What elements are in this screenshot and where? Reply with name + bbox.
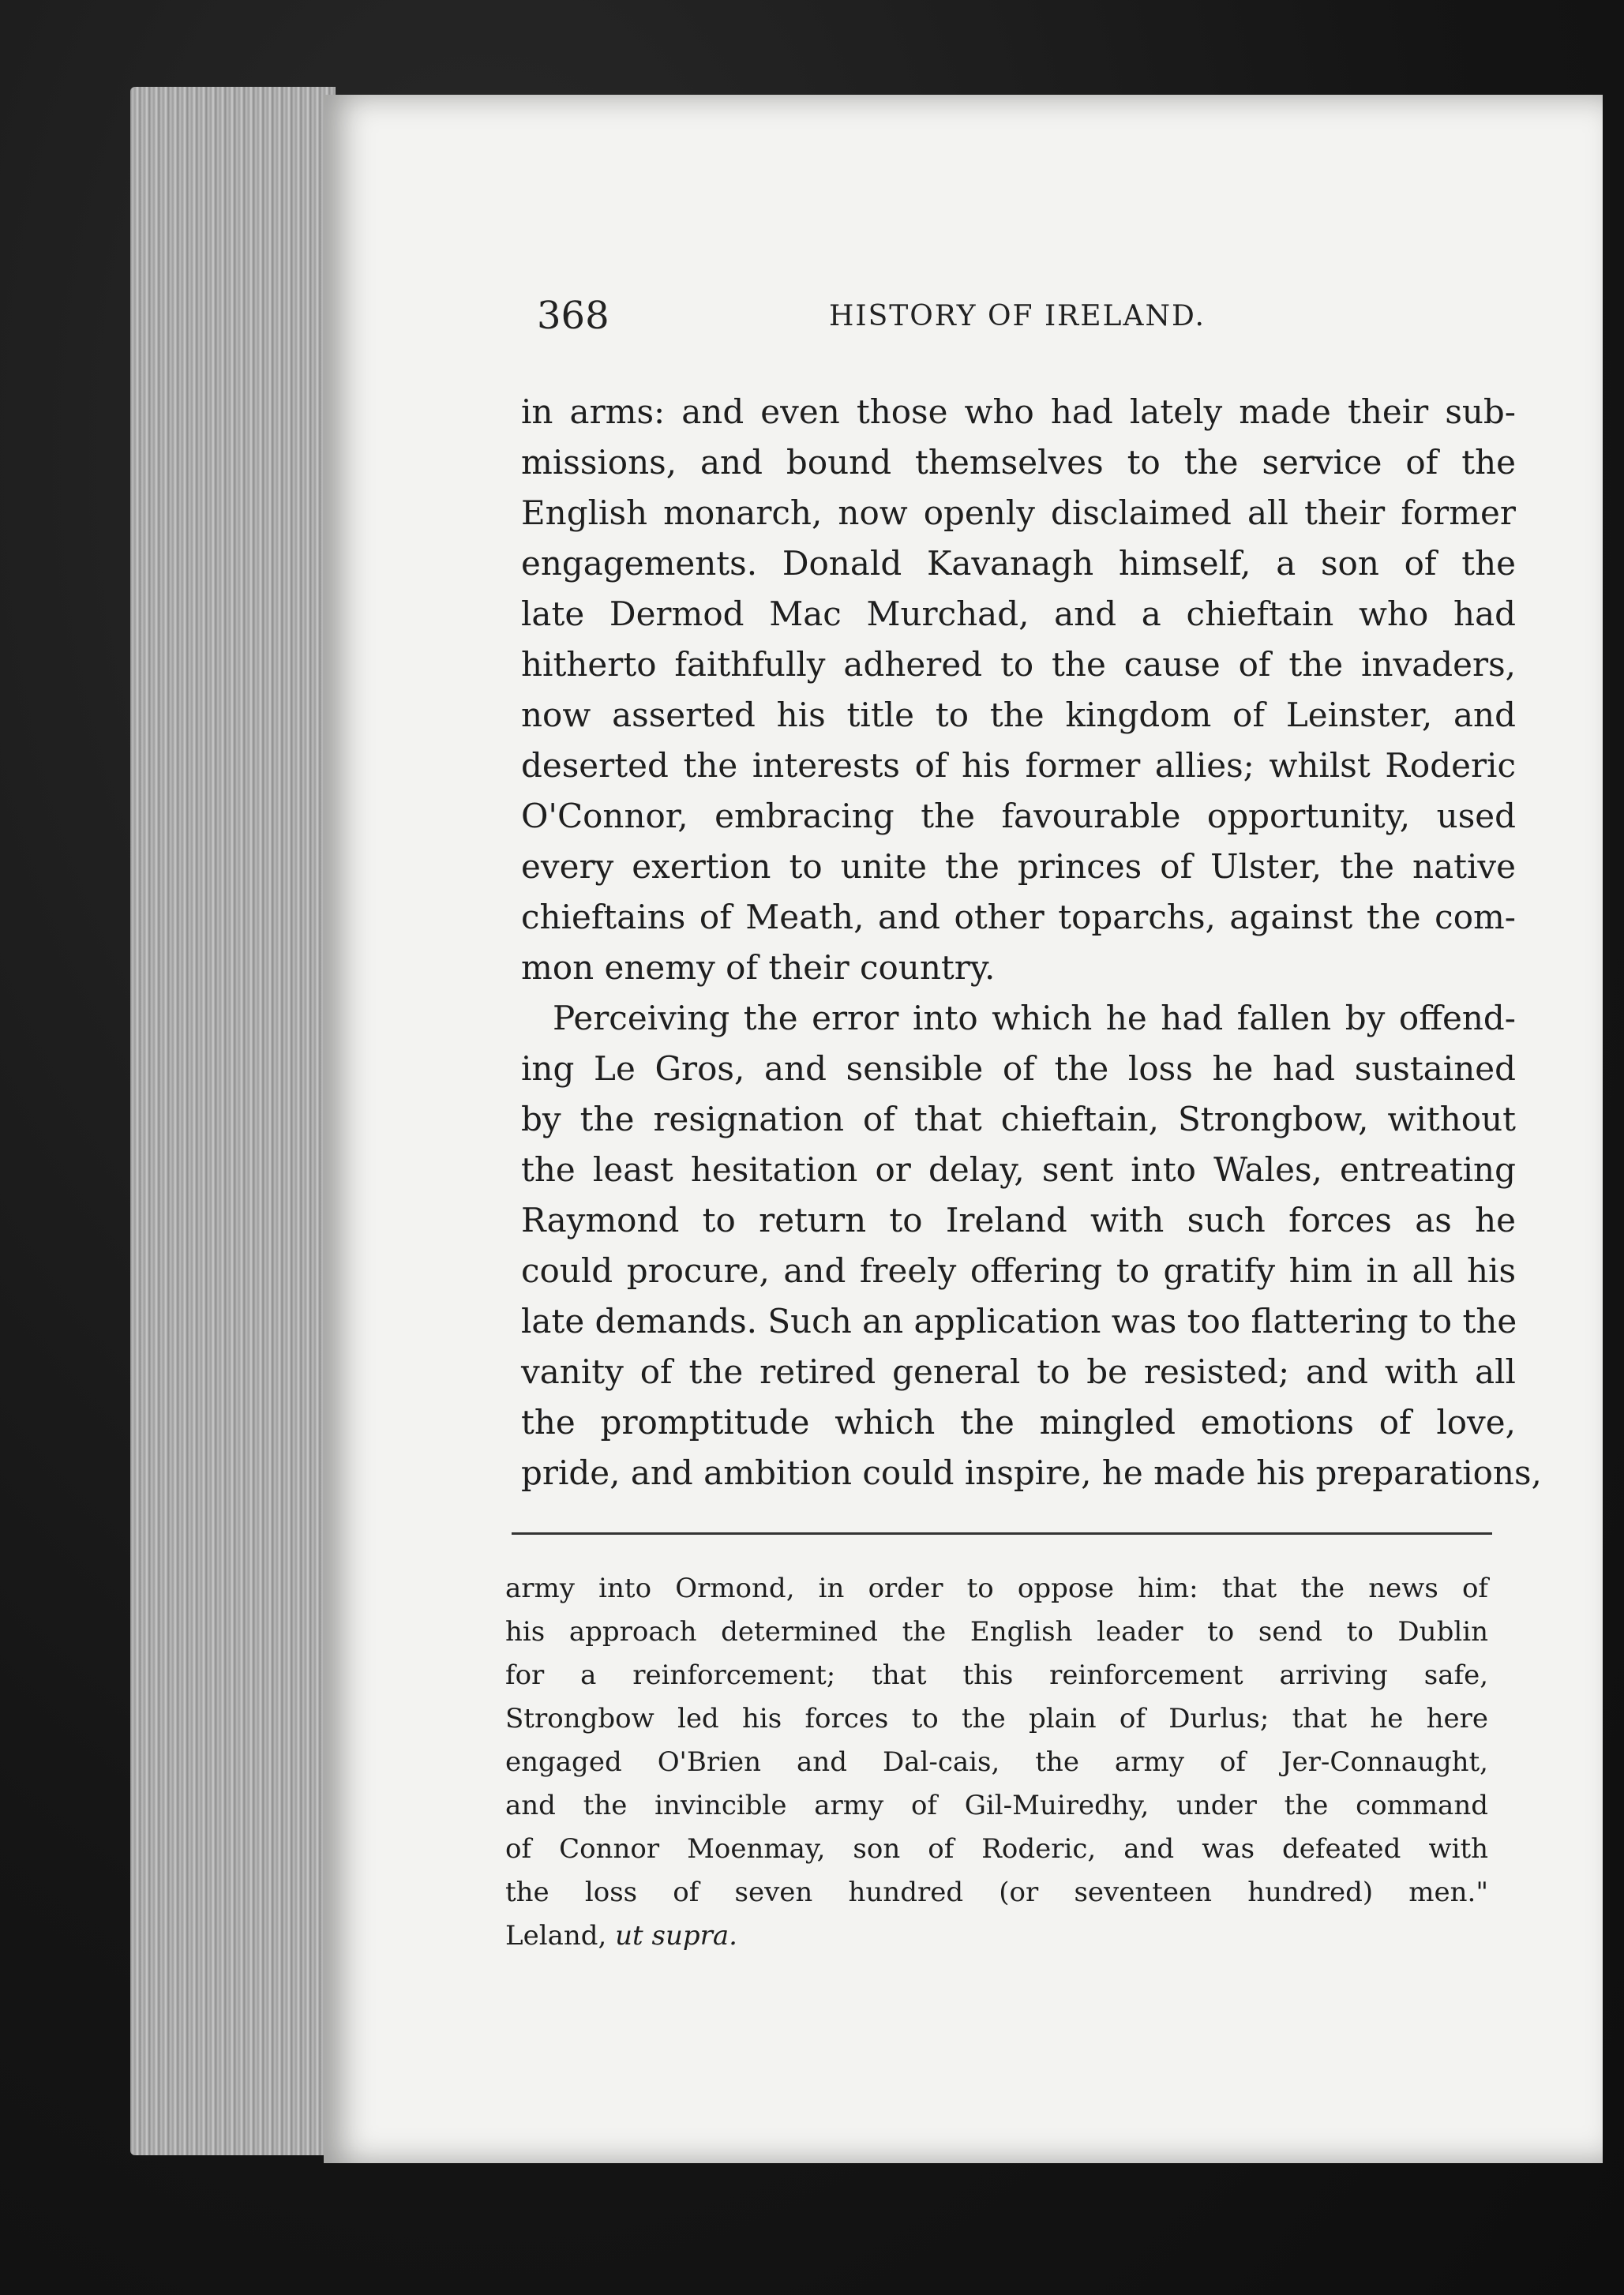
body-line: missions, and bound themselves to the service of the — [521, 443, 1516, 482]
footnote — [505, 1567, 1488, 1958]
body-line: late Dermod Mac Murchad, and a chieftain who had — [521, 594, 1516, 633]
body-line: O'Connor, embracing the favourable opportunity, used — [521, 797, 1516, 835]
body-line: English monarch, now openly disclaimed all their former — [521, 493, 1516, 532]
body-line: by the resignation of that chieftain, Strongbow, without — [521, 1100, 1516, 1138]
running-title: HISTORY OF IRELAND. — [829, 300, 1206, 332]
footnote-line: and the invincible army of Gil-Muiredhy, under the command — [505, 1790, 1488, 1821]
footnote-line: the loss of seven hundred (or seventeen hundred) men." — [505, 1877, 1488, 1908]
body-line: Raymond to return to Ireland with such forces as he — [521, 1201, 1516, 1239]
body-line: now asserted his title to the kingdom of Leinster, and — [521, 696, 1516, 734]
body-line: Perceiving the error into which he had fallen by offend- — [553, 999, 1516, 1037]
citation-reference: ut supra. — [615, 1920, 737, 1952]
footnote-line: of Connor Moenmay, son of Roderic, and was defeated with — [505, 1833, 1488, 1865]
body-line: ing Le Gros, and sensible of the loss he had sustained — [521, 1049, 1516, 1088]
book-page-edges — [130, 87, 336, 2155]
body-line: late demands. Such an application was too flattering to the — [521, 1302, 1517, 1341]
citation-author: Leland, — [505, 1920, 607, 1952]
footnote-line: Strongbow led his forces to the plain of Durlus; that he here — [505, 1703, 1488, 1734]
body-line: could procure, and freely offering to gratify him in all his — [521, 1251, 1516, 1290]
body-text — [521, 387, 1542, 1498]
body-line: engagements. Donald Kavanagh himself, a son of the — [521, 544, 1516, 583]
footnote-line: army into Ormond, in order to oppose him: that the news of — [505, 1573, 1488, 1604]
footnote-line: engaged O'Brien and Dal-cais, the army of Jer-Connaught, — [505, 1746, 1488, 1778]
footnote-line: his approach determined the English leader to send to Dublin — [505, 1616, 1488, 1648]
body-line: deserted the interests of his former allies; whilst Roderic — [521, 746, 1516, 785]
body-line: in arms: and even those who had lately made their sub- — [521, 392, 1516, 431]
body-line: the promptitude which the mingled emotions of love, — [521, 1403, 1516, 1442]
footnote-line: for a reinforcement; that this reinforcement arriving safe, — [505, 1659, 1488, 1691]
body-line: vanity of the retired general to be resisted; and with all — [521, 1352, 1516, 1391]
body-line: the least hesitation or delay, sent into Wales, entreating — [521, 1150, 1516, 1189]
footnote-rule — [512, 1532, 1492, 1535]
page-number: 368 — [537, 294, 609, 338]
footnote-citation — [505, 1914, 1488, 1958]
running-head — [537, 294, 1611, 349]
body-line: pride, and ambition could inspire, he made his preparations, — [521, 1453, 1542, 1492]
body-line: hitherto faithfully adhered to the cause of the invaders, — [521, 645, 1516, 684]
body-line: mon enemy of their country. — [521, 948, 996, 987]
body-line: chieftains of Meath, and other toparchs, against the com- — [521, 898, 1516, 936]
body-line: every exertion to unite the princes of Ulster, the native — [521, 847, 1516, 886]
